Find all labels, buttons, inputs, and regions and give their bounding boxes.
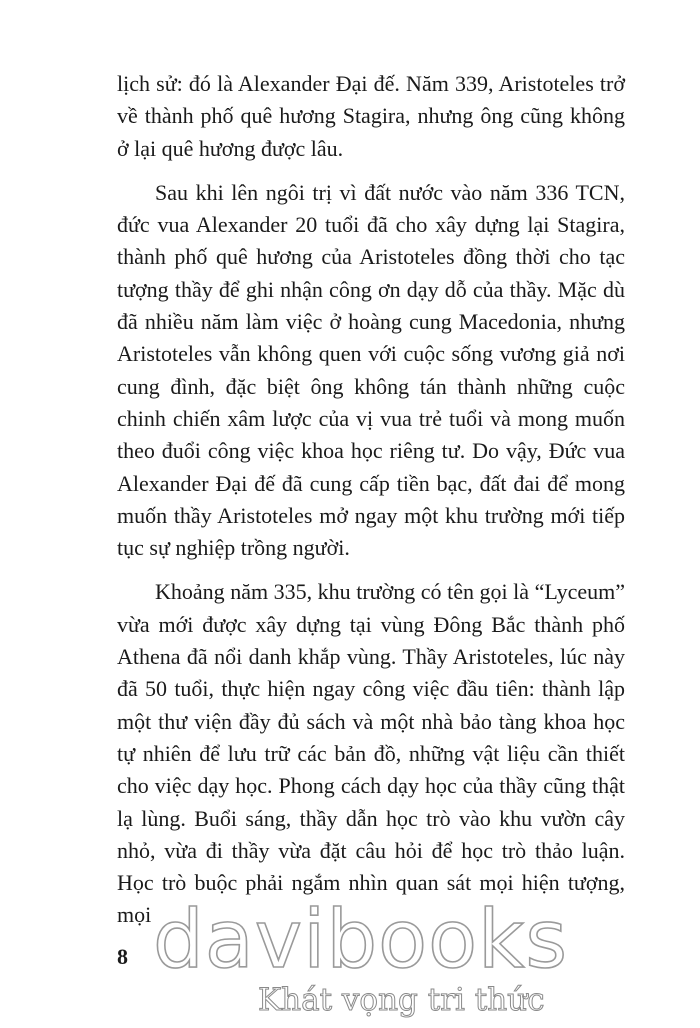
paragraph-1: lịch sử: đó là Alexander Đại đế. Năm 339, Aristoteles trở về thành phố quê hương Stagira, nhưng ông cũng không ở lại quê hương được lâu. — [117, 71, 625, 161]
watermark-brand: davibooks — [153, 893, 569, 986]
watermark-tagline: Khát vọng tri thức — [258, 982, 545, 1018]
body-text — [117, 68, 625, 932]
paragraph-2: Sau khi lên ngôi trị vì đất nước vào năm 336 TCN, đức vua Alexander 20 tuổi đã cho xây dựng lại Stagira, thành phố quê hương của Aristoteles đồng thời cho tạc tượng thầy để ghi nhận công ơn dạy dỗ của thầy. Mặc dù đã nhiều năm làm việc ở hoàng cung Macedonia, nhưng Aristoteles vẫn không quen với cuộc sống vương giả nơi cung đình, đặc biệt ông không tán thành những cuộc chinh chiến xâm lược của vị vua trẻ tuổi và mong muốn theo đuổi công việc khoa học riêng tư. Do vậy, Đức vua Alexander Đại đế đã cung cấp tiền bạc, đất đai để mong muốn thầy Aristoteles mở ngay một khu trường mới tiếp tục sự nghiệp trồng người. — [117, 179, 625, 561]
paragraph-3: Khoảng năm 335, khu trường có tên gọi là “Lyceum” vừa mới được xây dựng tại vùng Đông Bắc thành phố Athena đã nổi danh khắp vùng. Thầy Aristoteles, lúc này đã 50 tuổi, thực hiện ngay công việc đầu tiên: thành lập một thư viện đầy đủ sách và một nhà bảo tàng khoa học tự nhiên để lưu trữ các bản đồ, những vật liệu cần thiết cho việc dạy học. Phong cách dạy học của thầy cũng thật lạ lùng. Buổi sáng, thầy dẫn học trò vào khu vườn cây nhỏ, vừa đi thầy vừa đặt câu hỏi để học trò thảo luận. Học trò buộc phải ngắm nhìn quan sát mọi hiện tượng, mọi — [117, 579, 625, 928]
page-number: 8 — [117, 944, 128, 969]
